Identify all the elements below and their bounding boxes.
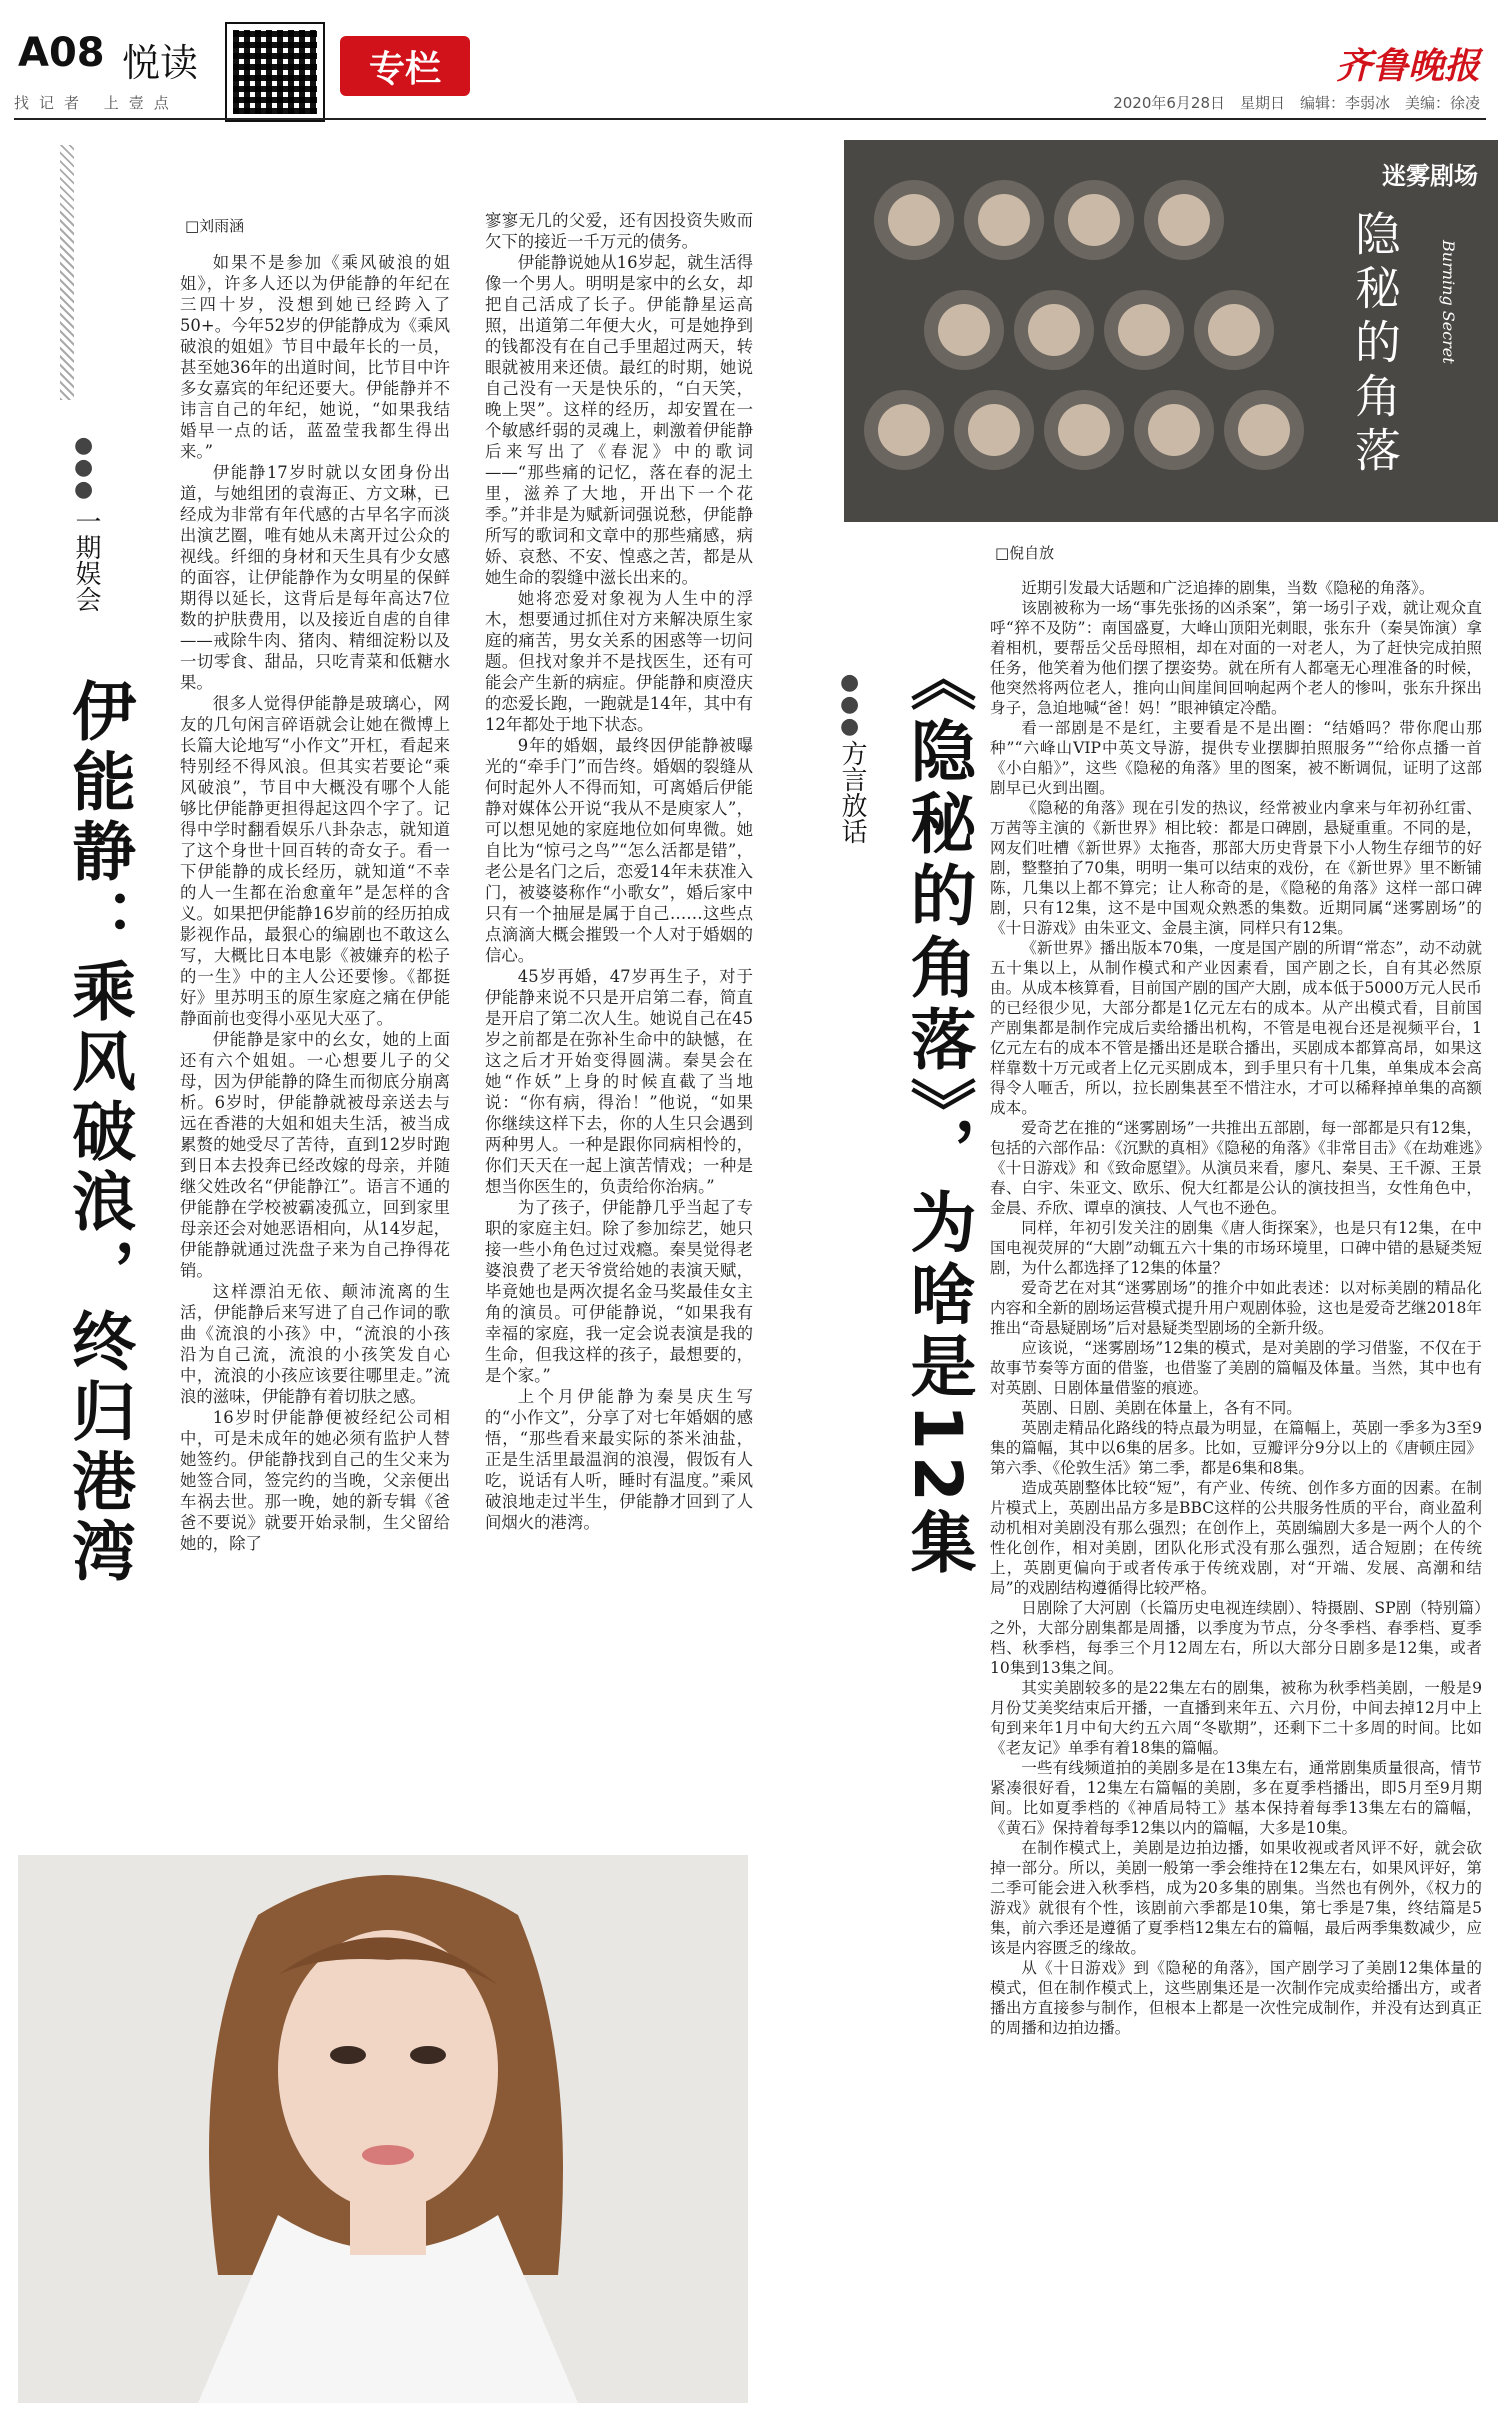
paragraph: 《隐秘的角落》现在引发的热议，经常被业内拿来与年初孙红雷、万茜等主演的《新世界》相比较：都是口碑剧，悬疑重重。不同的是，网友们吐槽《新世界》太拖沓，那部大历史背景下小人物生存细节的好剧，整整拍了70集，明明一集可以结束的戏份，在《新世界》里不断铺陈，几集以上都不算完；让人称奇的是，《隐秘的角落》这样一部口碑剧，只有12集，这不是中国观众熟悉的集数。近期同属“迷雾剧场”的《十日游戏》由朱亚文、金晨主演，同样只有12集。 xyxy=(990,799,1482,937)
headline: 《隐秘的角落》，为啥是12集 xyxy=(899,645,976,1580)
column-label: 一期娱会 xyxy=(71,508,101,612)
dateline: 2020年6月28日 星期日 编辑：李弱冰 美编：徐凌 xyxy=(1113,94,1480,112)
paragraph: 日剧除了大河剧（长篇历史电视连续剧）、特摄剧、SP剧（特别篇）之外，大部分剧集都是周播，以季度为节点，分冬季档、春季档、夏季档、秋季档，每季三个月12周左右，所以大部分日剧多是12集，或者10集到13集之间。 xyxy=(990,1599,1482,1677)
paragraph: 伊能静说她从16岁起，就生活得像一个男人。明明是家中的幺女，却把自己活成了长子。伊能静星运高照，出道第二年便大火，可是她挣到的钱都没有在自己手里超过两天，转眼就被用来还债。最红的时期，她说自己没有一天是快乐的，“白天笑，晚上哭”。这样的经历，却安置在一个敏感纤弱的灵魂上，刺激着伊能静后来写出了《春泥》中的歌词——“那些痛的记忆，落在春的泥土里，滋养了大地，开出下一个花季。”并非是为赋新词强说愁，伊能静所写的歌词和文章中的那些痛感，病娇、哀愁、不安、惶惑之苦，都是从她生命的裂缝中滋长出来的。 xyxy=(485,253,753,587)
paragraph: 其实美剧较多的是22集左右的剧集，被称为秋季档美剧，一般是9月份艾美奖结束后开播，一直播到来年五、六月份，中间去掉12月中上旬到来年1月中旬大约五六周“冬歇期”，还剩下二十多周的时间。比如《老友记》单季有着18集的篇幅。 xyxy=(990,1679,1482,1757)
headline: 伊能静：乘风破浪，终归港湾 xyxy=(61,678,135,1588)
masthead-logo: 齐鲁晚报 xyxy=(1335,45,1480,87)
header-slogan: 找记者 上壹点 xyxy=(14,94,179,112)
paragraph: 爱奇艺在对其“迷雾剧场”的推介中如此表述：以对标美剧的精品化内容和全新的剧场运营模式提升用户观剧体验，这也是爱奇艺继2018年推出“奇悬疑剧场”后对悬疑类型剧场的全新升级。 xyxy=(990,1279,1482,1337)
paragraph: 从《十日游戏》到《隐秘的角落》，国产剧学习了美剧12集体量的模式，但在制作模式上，这些剧集还是一次制作完成卖给播出方，或者播出方直接参与制作，但根本上都是一次性完成制作，并没有达到真正的周播和边拍边播。 xyxy=(990,1959,1482,2037)
portrait-photo xyxy=(18,1855,748,2403)
section-title: 悦读 xyxy=(122,41,199,85)
paragraph: 很多人觉得伊能静是玻璃心，网友的几句闲言碎语就会让她在微博上长篇大论地写“小作文”开杠，看起来特别经不得风浪。但其实若要论“乘风破浪”，节目中大概没有哪个人能够比伊能静更担得起这四个字了。记得中学时翻看娱乐八卦杂志，就知道了这个身世十回百转的奇女子。看一下伊能静的成长经历，就知道“不幸的人一生都在治愈童年”是怎样的含义。如果把伊能静16岁前的经历拍成影视作品，最狠心的编剧也不敢这么写，大概比日本电影《被嫌弃的松子的一生》中的主人公还要惨。《都挺好》里苏明玉的原生家庭之痛在伊能静面前也变得小巫见大巫了。 xyxy=(180,694,450,1028)
paragraph: 上个月伊能静为秦昊庆生写的“小作文”，分享了对七年婚姻的感悟，“那些看来最实际的茶米油盐，正是生活里最温润的浪漫，假饭有人吃，说话有人听，睡时有温度。”乘风破浪地走过半生，伊能静才回到了人间烟火的港湾。 xyxy=(485,1387,753,1532)
header-rule xyxy=(14,118,1486,120)
paragraph: 该剧被称为一场“事先张扬的凶杀案”，第一场引子戏，就让观众直呼“猝不及防”：南国盛夏，大峰山顶阳光刺眼，张东升（秦昊饰演）拿着相机，要帮岳父岳母照相，却在对面的一对老人，为了赶快完成拍照任务，他笑着为他们摆了摆姿势。就在所有人都毫无心理准备的时候，他突然将两位老人，推向山间崖间回响起两个老人的惨叫，张东升探出身子，急迫地喊“爸！妈！”眼神镇定冷酷。 xyxy=(990,599,1482,717)
paragraph: 寥寥无几的父爱，还有因投资失败而欠下的接近一千万元的债务。 xyxy=(485,211,753,251)
paragraph: 伊能静是家中的幺女，她的上面还有六个姐姐。一心想要儿子的父母，因为伊能静的降生而彻底分崩离析。6岁时，伊能静就被母亲送去与远在香港的大姐和姐夫生活，被当成累赘的她受尽了苦待，直到12岁时跑到日本去投奔已经改嫁的母亲，并随继父姓改名“伊能静江”。语言不通的伊能静在学校被霸凌孤立，回到家里母亲还会对她恶语相向，从14岁起，伊能静就通过洗盘子来为自己挣得花销。 xyxy=(180,1030,450,1280)
column-label: 方言放话 xyxy=(837,740,867,844)
paragraph: 伊能静17岁时就以女团身份出道，与她组团的袁海正、方文琳，已经成为非常有年代感的古早名字而淡出演艺圈，唯有她从未离开过公众的视线。纤细的身材和天生具有少女感的面容，让伊能静作为女明星的保鲜期得以延长，这背后是每年高达7位数的护肤费用，以及接近自虐的自律——戒除牛肉、猪肉、精细淀粉以及一切零食、甜品，只吃青菜和低糖水果。 xyxy=(180,463,450,692)
paragraph: 9年的婚姻，最终因伊能静被曝光的“牵手门”而告终。婚姻的裂缝从何时起外人不得而知，可离婚后伊能静对媒体公开说“我从不是庾家人”，可以想见她的家庭地位如何卑微。她自比为“惊弓之鸟”“怎么活都是错”，老公是名门之后，恋爱14年未获准入门，被婆婆称作“小歌女”，婚后家中只有一个抽屉是属于自己……这些点点滴滴大概会摧毁一个人对于婚姻的信心。 xyxy=(485,736,753,965)
drama-poster xyxy=(844,140,1498,522)
poster-title: 隐秘的角落 xyxy=(1348,210,1402,480)
paragraph: 造成英剧整体比较“短”，有产业、传统、创作多方面的因素。在制片模式上，英剧出品方多是BBC这样的公共服务性质的平台，商业盈利动机相对美剧没有那么强烈；在创作上，英剧编剧大多是一两个人的个性化创作，相对美剧，团队化形式没有那么强烈，适合短剧；在传统上，英剧更偏向于或者传承于传统戏剧，对“开端、发展、高潮和结局”的戏剧结构遵循得比较严格。 xyxy=(990,1479,1482,1597)
decorative-stripe xyxy=(60,145,74,400)
paragraph: 在制作模式上，美剧是边拍边播，如果收视或者风评不好，就会砍掉一部分。所以，美剧一般第一季会维持在12集左右，如果风评好，第二季可能会进入秋季档，成为20多集的剧集。当然也有例外，《权力的游戏》就很有个性，该剧前六季都是10集，第七季是7集，终结篇是5集，前六季还是遵循了夏季档12集左右的篇幅，最后两季集数减少，应该是内容匮乏的缘故。 xyxy=(990,1839,1482,1957)
paragraph: 她将恋爱对象视为人生中的浮木，想要通过抓住对方来解决原生家庭的痛苦，男女关系的困惑等一切问题。但找对象并不是找医生，还有可能会产生新的病症。伊能静和庾澄庆的恋爱长跑，一跑就是14年，其中有12年都处于地下状态。 xyxy=(485,589,753,734)
dot-bullet-icon: ● ● ● xyxy=(840,670,860,739)
poster-title-en: Burning Secret xyxy=(1439,240,1458,364)
paragraph: 英剧走精品化路线的特点最为明显，在篇幅上，英剧一季多为3至9集的篇幅，其中以6集的居多。比如，豆瓣评分9分以上的《唐顿庄园》第六季、《伦敦生活》第二季，都是6集和8集。 xyxy=(990,1419,1482,1477)
byline: □倪自放 xyxy=(995,544,1055,562)
article-column xyxy=(180,252,450,1554)
paragraph: 为了孩子，伊能静几乎当起了专职的家庭主妇。除了参加综艺，她只接一些小角色过过戏瘾。秦昊觉得老婆浪费了老天爷赏给她的表演天赋，毕竟她也是两次提名金马奖最佳女主角的演员。可伊能静说，“如果我有幸福的家庭，我一定会说表演是我的生命，但我这样的孩子，最想要的，是个家。” xyxy=(485,1198,753,1385)
byline: □刘雨涵 xyxy=(185,217,245,235)
paragraph: 45岁再婚，47岁再生子，对于伊能静来说不只是开启第二春，简直是开启了第二次人生。她说自己在45岁之前都是在弥补生命中的缺憾，在这之后才开始变得圆满。秦昊会在她“作妖”上身的时候直截了当地说：“你有病，得治！”他说，“如果你继续这样下去，你的人生只会遇到两种男人。一种是跟你同病相怜的，你们天天在一起上演苦情戏；一种是想当你医生的，负责给你治病。” xyxy=(485,967,753,1196)
paragraph: 近期引发最大话题和广泛追捧的剧集，当数《隐秘的角落》。 xyxy=(1021,579,1435,597)
dot-bullet-icon: ● ● ● xyxy=(74,433,94,502)
paragraph: 英剧、日剧、美剧在体量上，各有不同。 xyxy=(1021,1399,1302,1417)
paragraph: 《新世界》播出版本70集，一度是国产剧的所谓“常态”，动不动就五十集以上，从制作模式和产业因素看，国产剧之长，自有其必然原由。从成本核算看，目前国产剧的国产大剧，成本低于5000万元人民币的已经很少见，大部分都是1亿元左右的成本。从产出模式看，目前国产剧集都是制作完成后卖给播出机构，不管是电视台还是视频平台，1亿元左右的成本不管是播出还是联合播出，买剧成本都算高昂，如果这样靠数十万元或者上亿元买剧成本，到手里只有十几集，单集成本会高得令人咂舌，所以，拉长剧集甚至不惜注水，才可以稀释掉单集的高额成本。 xyxy=(990,939,1482,1117)
page-number: A08 xyxy=(18,30,105,76)
paragraph: 同样，年初引发关注的剧集《唐人街探案》，也是只有12集，在中国电视荧屏的“大剧”动辄五六十集的市场环境里，口碑中错的悬疑类短剧，为什么都选择了12集的体量？ xyxy=(990,1219,1482,1277)
paragraph: 爱奇艺在推的“迷雾剧场”一共推出五部剧，每一部都是只有12集，包括的六部作品：《沉默的真相》《隐秘的角落》《非常目击》《在劫难逃》《十日游戏》和《致命愿望》。从演员来看，廖凡、秦昊、王千源、王景春、白宇、朱亚文、欧乐、倪大红都是公认的演技担当，女性角色中，金晨、乔欣、谭卓的演技、人气也不逊色。 xyxy=(990,1119,1482,1217)
article-column xyxy=(990,578,1482,2038)
paragraph: 16岁时伊能静便被经纪公司相中，可是未成年的她必须有监护人替她签约。伊能静找到自己的生父来为她签合同，签完约的当晚，父亲便出车祸去世。那一晚，她的新专辑《爸爸不要说》就要开始录制，生父留给她的，除了 xyxy=(180,1408,450,1553)
paragraph: 如果不是参加《乘风破浪的姐姐》，许多人还以为伊能静的年纪在三四十岁，没想到她已经跨入了50+。今年52岁的伊能静成为《乘风破浪的姐姐》节目中最年长的一员，甚至她36年的出道时间，比节目中许多女嘉宾的年纪还要大。伊能静并不讳言自己的年纪，她说，“如果我结婚早一点的话，蓝盈莹我都生得出来。” xyxy=(180,253,450,461)
paragraph: 这样漂泊无依、颠沛流离的生活，伊能静后来写进了自己作词的歌曲《流浪的小孩》中，“流浪的小孩沿为自己流，流浪的小孩笑发自心中，流浪的小孩应该要往哪里走。”流浪的滋味，伊能静有着切肤之感。 xyxy=(180,1282,450,1406)
article-column xyxy=(485,210,753,1533)
paragraph: 应该说，“迷雾剧场”12集的模式，是对美剧的学习借鉴，不仅在于故事节奏等方面的借鉴，也借鉴了美剧的篇幅及体量。当然，其中也有对英剧、日剧体量借鉴的痕迹。 xyxy=(990,1339,1482,1397)
paragraph: 一些有线频道拍的美剧多是在13集左右，通常剧集质量很高，情节紧凑很好看，12集左右篇幅的美剧，多在夏季档播出，即5月至9月期间。比如夏季档的《神盾局特工》基本保持着每季13集左右的篇幅，《黄石》保持着每季12集以内的篇幅，大多是10集。 xyxy=(990,1759,1482,1837)
paragraph: 看一部剧是不是红，主要看是不是出圈：“结婚吗？带你爬山那种”“六峰山VIP中英文导游，提供专业摆脚拍照服务”“给你点播一首《小白船》”，这些《隐秘的角落》里的图案，被不断调侃，证明了这部剧早已火到出圈。 xyxy=(990,719,1482,797)
qr-code-icon[interactable] xyxy=(225,22,325,122)
poster-logo: 迷雾剧场 xyxy=(1382,162,1478,190)
column-tab: 专栏 xyxy=(340,36,470,96)
